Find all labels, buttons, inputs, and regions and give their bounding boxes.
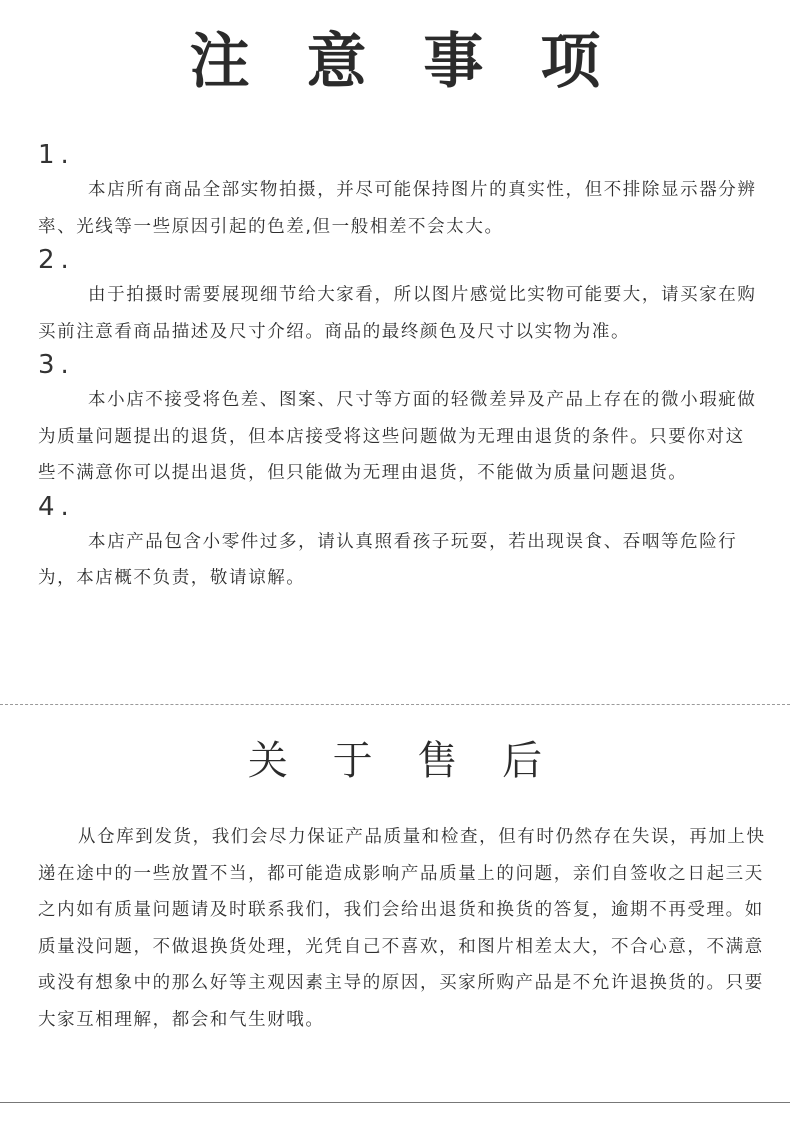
notice-item-4 (38, 492, 758, 597)
notice-number: 4. (38, 491, 75, 522)
notice-text: 本小店不接受将色差、图案、尺寸等方面的轻微差异及产品上存在的微小瑕疵做为质量问题提出的退货，但本店接受将这些问题做为无理由退货的条件。只要你对这些不满意你可以提出退货，但只能做为无理由退货，不能做为质量问题退货。 (38, 390, 757, 483)
page-title: 注 意 事 项 (189, 27, 619, 97)
notice-list (38, 140, 758, 597)
notice-item-3 (38, 350, 758, 492)
notice-text: 本店所有商品全部实物拍摄，并尽可能保持图片的真实性，但不排除显示器分辨率、光线等一些原因引起的色差,但一般相差不会太大。 (38, 180, 757, 237)
notice-item-2 (38, 245, 758, 350)
notice-number: 3. (38, 350, 75, 380)
notice-number: 2. (38, 245, 75, 275)
notice-text: 本店产品包含小零件过多，请认真照看孩子玩耍，若出现误食、吞咽等危险行为，本店概不负责，敬请谅解。 (38, 531, 738, 588)
dashed-divider (0, 704, 790, 705)
notice-item-1 (38, 140, 758, 245)
notice-number: 1. (38, 140, 75, 170)
aftersale-title: 关 于 售 后 (247, 738, 559, 784)
notice-text: 由于拍摄时需要展现细节给大家看，所以图片感觉比实物可能要大，请买家在购买前注意看商品描述及尺寸介绍。商品的最终颜色及尺寸以实物为准。 (38, 285, 757, 342)
aftersale-text: 从仓库到发货，我们会尽力保证产品质量和检查，但有时仍然存在失误，再加上快递在途中的一些放置不当，都可能造成影响产品质量上的问题，亲们自签收之日起三天之内如有质量问题请及时联系我们，我们会给出退货和换货的答复，逾期不再受理。如质量没问题，不做退换货处理，光凭自己不喜欢，和图片相差太大，不合心意，不满意或没有想象中的那么好等主观因素主导的原因，买家所购产品是不允许退换货的。只要大家互相理解，都会和气生财哦。 (38, 827, 766, 1030)
bottom-divider (0, 1102, 790, 1103)
